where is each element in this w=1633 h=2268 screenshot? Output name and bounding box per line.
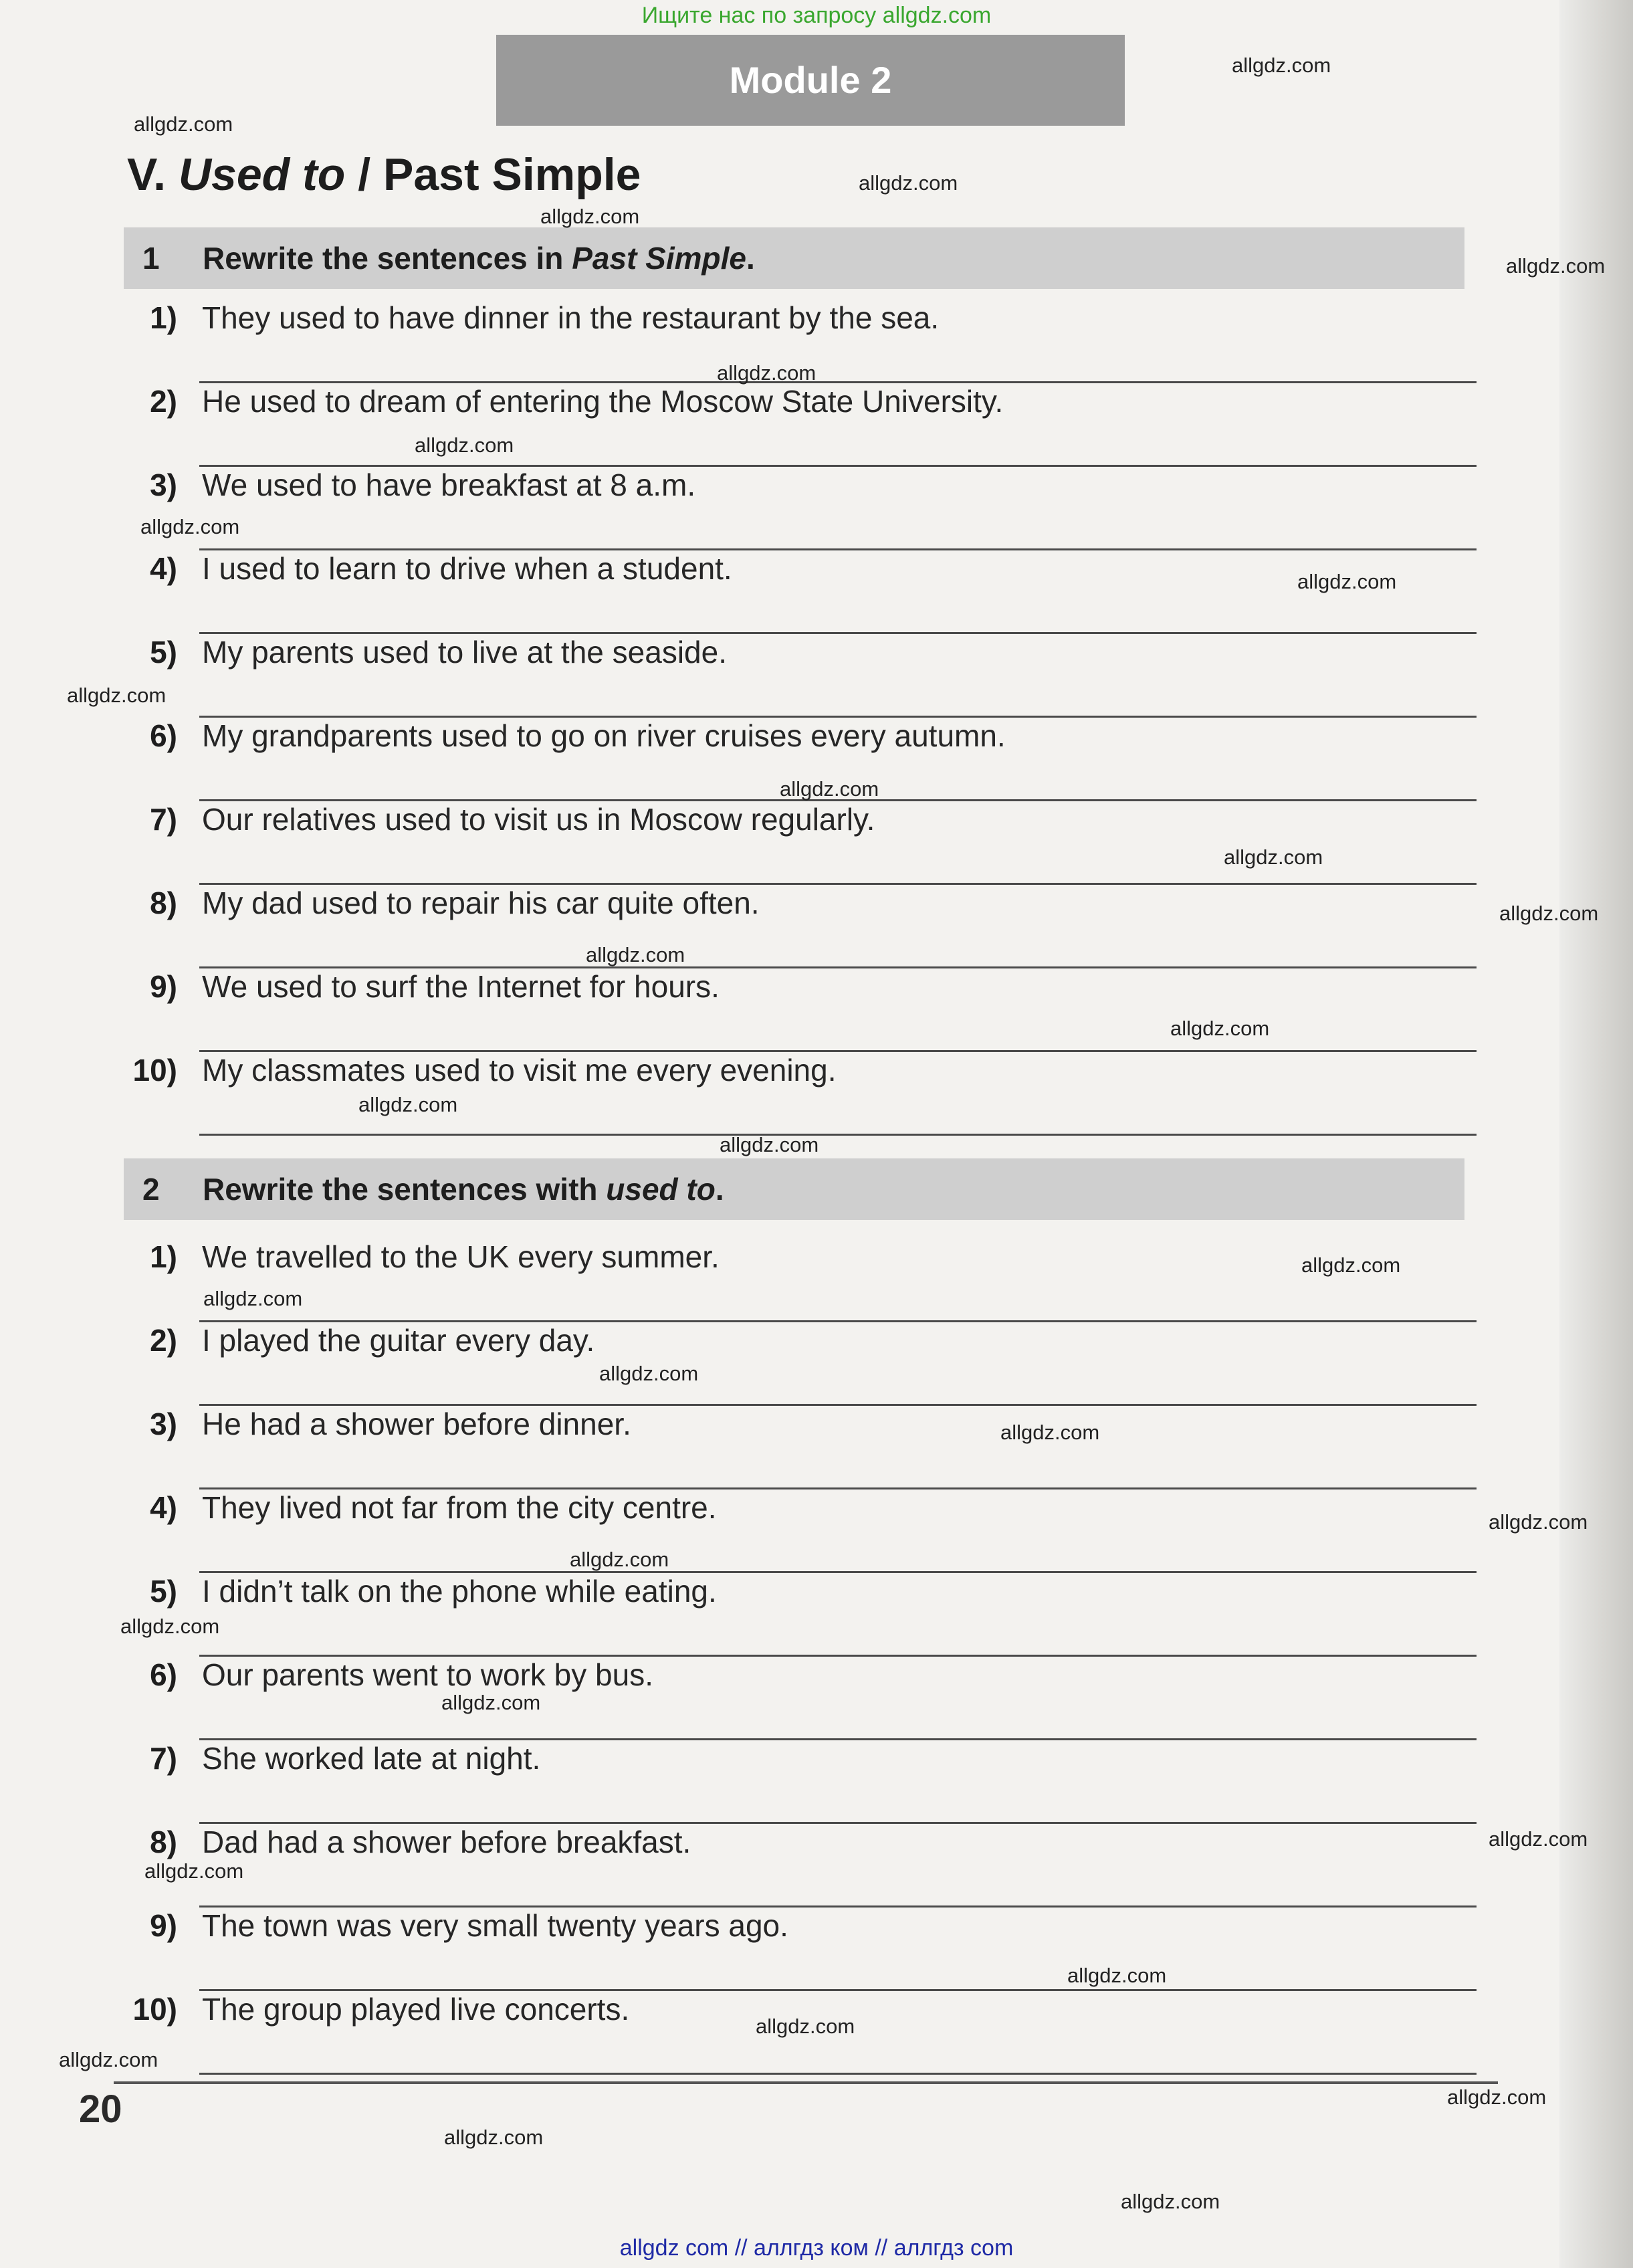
answer-line[interactable] bbox=[199, 2073, 1477, 2075]
watermark: allgdz.com bbox=[586, 943, 685, 966]
exercise-2-number: 2 bbox=[142, 1172, 160, 1207]
top-search-link[interactable]: Ищите нас по запросу allgdz.com bbox=[641, 3, 992, 28]
watermark: allgdz.com bbox=[1170, 1017, 1270, 1040]
watermark: allgdz.com bbox=[1224, 845, 1323, 869]
watermark: allgdz.com bbox=[140, 515, 240, 538]
item-number: 7) bbox=[150, 802, 177, 837]
watermark: allgdz.com bbox=[1489, 1510, 1588, 1534]
watermark: allgdz.com bbox=[358, 1093, 458, 1116]
item-number: 4) bbox=[150, 551, 177, 586]
item-number: 10) bbox=[132, 1992, 177, 2027]
watermark: allgdz.com bbox=[859, 171, 958, 195]
item-sentence: My dad used to repair his car quite often. bbox=[202, 886, 760, 920]
watermark: allgdz.com bbox=[1506, 254, 1606, 278]
module-banner: Module 2 bbox=[496, 35, 1125, 126]
exercise-1-instruction: Rewrite the sentences in Past Simple. bbox=[203, 241, 755, 276]
item-number: 9) bbox=[150, 1908, 177, 1943]
watermark: allgdz.com bbox=[540, 205, 640, 228]
section-title-italic: Used to bbox=[178, 149, 346, 200]
watermark: allgdz.com bbox=[756, 2015, 855, 2038]
watermark: allgdz.com bbox=[120, 1615, 220, 1638]
watermark: allgdz.com bbox=[1301, 1253, 1401, 1277]
section-title-prefix: V. bbox=[127, 149, 167, 200]
item-sentence: My classmates used to visit me every evening. bbox=[202, 1053, 837, 1088]
item-number: 3) bbox=[150, 468, 177, 502]
watermark: allgdz.com bbox=[780, 777, 879, 801]
item-number: 8) bbox=[150, 1825, 177, 1859]
watermark: allgdz.com bbox=[570, 1548, 669, 1571]
page-edge-shadow bbox=[1559, 0, 1633, 2268]
watermark: allgdz.com bbox=[59, 2048, 158, 2071]
watermark: allgdz.com bbox=[1499, 902, 1599, 925]
item-sentence: The town was very small twenty years ago. bbox=[202, 1908, 788, 1943]
watermark: allgdz.com bbox=[1067, 1964, 1167, 1987]
watermark: allgdz.com bbox=[717, 361, 816, 385]
exercise-2-header bbox=[124, 1158, 1464, 1220]
item-sentence: We travelled to the UK every summer. bbox=[202, 1239, 720, 1274]
item-number: 5) bbox=[150, 635, 177, 669]
item-sentence: My grandparents used to go on river cruises every autumn. bbox=[202, 718, 1006, 753]
watermark: allgdz.com bbox=[134, 112, 233, 136]
item-sentence: Dad had a shower before breakfast. bbox=[202, 1825, 691, 1859]
watermark: allgdz.com bbox=[1447, 2085, 1547, 2109]
item-sentence: Our parents went to work by bus. bbox=[202, 1657, 653, 1692]
watermark: allgdz.com bbox=[720, 1133, 819, 1156]
watermark: allgdz.com bbox=[444, 2126, 544, 2149]
item-sentence: He used to dream of entering the Moscow State University. bbox=[202, 384, 1004, 419]
item-sentence: They lived not far from the city centre. bbox=[202, 1490, 717, 1525]
item-sentence: Our relatives used to visit us in Moscow regularly. bbox=[202, 802, 875, 837]
bottom-footer-links[interactable]: allgdz com // аллгдз ком // аллгдз com bbox=[619, 2235, 1014, 2261]
item-sentence: I played the guitar every day. bbox=[202, 1323, 595, 1358]
item-number: 10) bbox=[132, 1053, 177, 1088]
watermark: allgdz.com bbox=[441, 1691, 541, 1714]
item-sentence: She worked late at night. bbox=[202, 1741, 541, 1776]
item-sentence: They used to have dinner in the restaurant by the sea. bbox=[202, 300, 940, 335]
item-sentence: I used to learn to drive when a student. bbox=[202, 551, 732, 586]
watermark: allgdz.com bbox=[67, 684, 167, 707]
watermark: allgdz.com bbox=[1489, 1827, 1588, 1851]
section-title-rest: / Past Simple bbox=[358, 149, 641, 200]
item-number: 1) bbox=[150, 300, 177, 335]
exercise-1-number: 1 bbox=[142, 241, 160, 276]
item-number: 8) bbox=[150, 886, 177, 920]
item-number: 2) bbox=[150, 384, 177, 419]
item-number: 6) bbox=[150, 1657, 177, 1692]
item-number: 6) bbox=[150, 718, 177, 753]
item-sentence: My parents used to live at the seaside. bbox=[202, 635, 727, 669]
item-number: 7) bbox=[150, 1741, 177, 1776]
item-number: 2) bbox=[150, 1323, 177, 1358]
watermark: allgdz.com bbox=[1297, 570, 1397, 593]
item-number: 3) bbox=[150, 1407, 177, 1441]
item-sentence: He had a shower before dinner. bbox=[202, 1407, 631, 1441]
bottom-rule bbox=[114, 2081, 1498, 2084]
item-sentence: I didn’t talk on the phone while eating. bbox=[202, 1574, 717, 1609]
watermark: allgdz.com bbox=[415, 433, 514, 457]
watermark: allgdz.com bbox=[1121, 2190, 1220, 2213]
item-number: 1) bbox=[150, 1239, 177, 1274]
item-number: 9) bbox=[150, 969, 177, 1004]
watermark: allgdz.com bbox=[599, 1362, 699, 1385]
item-sentence: We used to surf the Internet for hours. bbox=[202, 969, 720, 1004]
section-title bbox=[127, 148, 641, 201]
page-number: 20 bbox=[79, 2087, 122, 2131]
item-number: 5) bbox=[150, 1574, 177, 1609]
answer-line[interactable] bbox=[199, 1134, 1477, 1136]
watermark: allgdz.com bbox=[1000, 1421, 1100, 1444]
watermark: allgdz.com bbox=[144, 1859, 244, 1883]
watermark: allgdz.com bbox=[203, 1287, 303, 1310]
watermark: allgdz.com bbox=[1232, 54, 1331, 77]
exercise-1-header bbox=[124, 227, 1464, 289]
item-sentence: We used to have breakfast at 8 a.m. bbox=[202, 468, 696, 502]
exercise-2-instruction: Rewrite the sentences with used to. bbox=[203, 1172, 724, 1207]
item-number: 4) bbox=[150, 1490, 177, 1525]
item-sentence: The group played live concerts. bbox=[202, 1992, 630, 2027]
